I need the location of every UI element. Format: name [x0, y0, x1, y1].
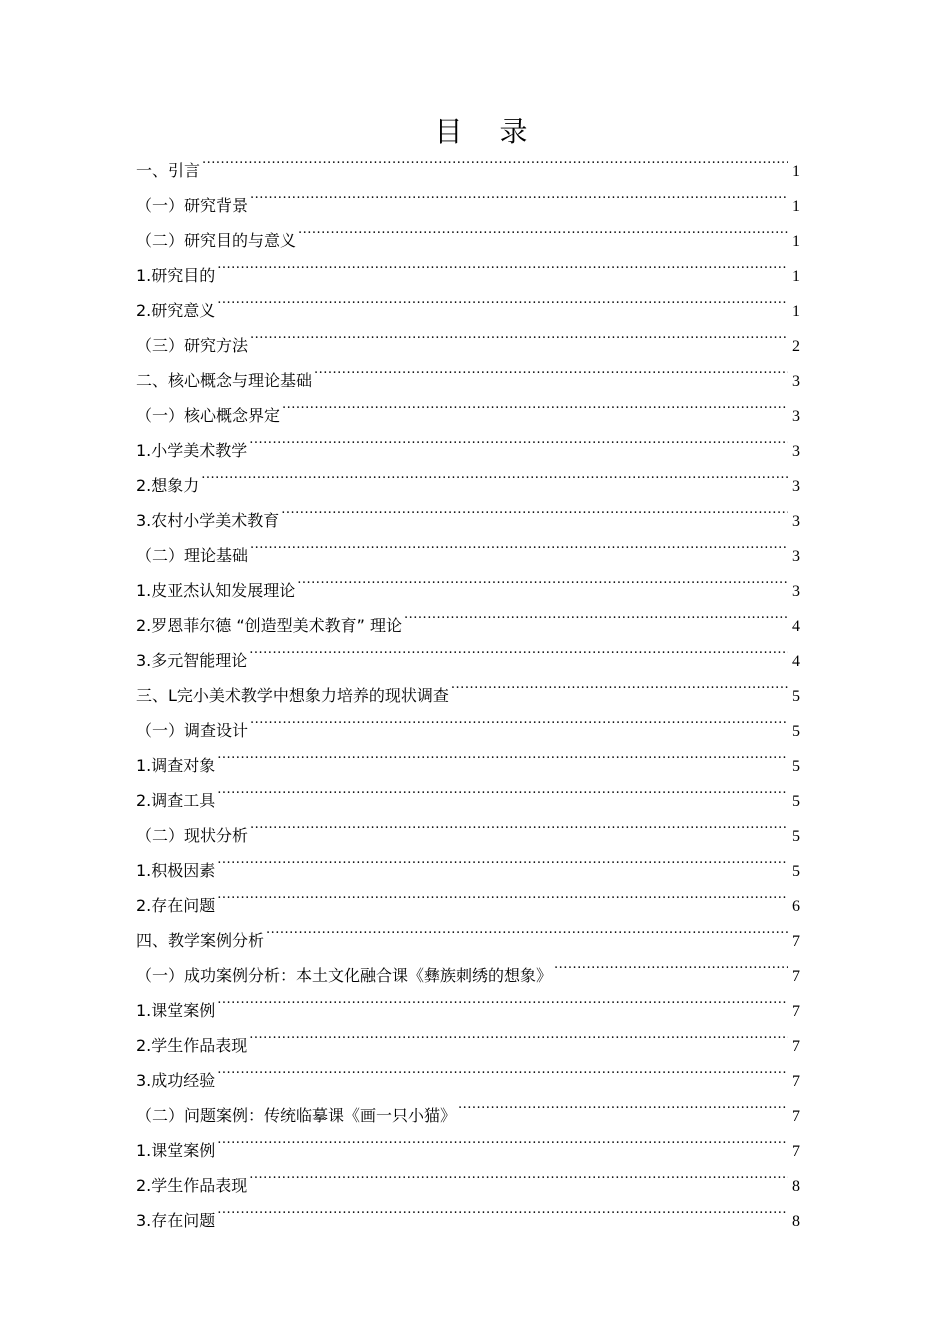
toc-entry-label: （二）问题案例：传统临摹课《画一只小猫》 — [136, 1106, 457, 1125]
toc-entry[interactable] — [136, 1191, 800, 1230]
toc-leader-dots — [201, 456, 788, 491]
toc-entry-label: 1.研究目的 — [136, 266, 216, 285]
toc-leader-dots — [217, 736, 788, 771]
toc-entry-page-number: 3 — [792, 478, 800, 495]
toc-leader-dots — [217, 771, 788, 806]
page-title: 目 录 — [434, 115, 542, 148]
toc-entry[interactable] — [136, 911, 800, 950]
toc-entry[interactable] — [136, 246, 800, 285]
toc-entry[interactable] — [136, 1156, 800, 1195]
toc-entry-label: 2.研究意义 — [136, 301, 216, 320]
toc-entry-page-number: 5 — [792, 688, 800, 705]
toc-entry[interactable] — [136, 1016, 800, 1055]
toc-entry-label: 2.存在问题 — [136, 896, 216, 915]
toc-entry-page-number: 2 — [792, 338, 800, 355]
toc-entry-label: 1.调查对象 — [136, 756, 216, 775]
toc-leader-dots — [202, 141, 788, 176]
toc-entry-page-number: 1 — [792, 268, 800, 285]
toc-entry-label: 3.农村小学美术教育 — [136, 511, 280, 530]
toc-leader-dots — [458, 1086, 788, 1121]
toc-entry-label: 3.多元智能理论 — [136, 651, 248, 670]
toc-entry-page-number: 5 — [792, 863, 800, 880]
toc-entry-page-number: 1 — [792, 233, 800, 250]
toc-entry[interactable] — [136, 491, 800, 530]
toc-leader-dots — [554, 946, 788, 981]
toc-entry[interactable] — [136, 806, 800, 845]
toc-entry-page-number: 4 — [792, 618, 800, 635]
toc-entry[interactable] — [136, 176, 800, 215]
toc-entry-page-number: 7 — [792, 968, 800, 985]
toc-leader-dots — [250, 806, 788, 841]
toc-entry[interactable] — [136, 1086, 800, 1125]
toc-leader-dots — [217, 876, 788, 911]
toc-entry-label: （二）研究目的与意义 — [136, 231, 297, 250]
toc-entry-label: 一、引言 — [136, 161, 201, 180]
toc-entry-page-number: 3 — [792, 443, 800, 460]
toc-entry-page-number: 1 — [792, 303, 800, 320]
toc-entry-label: （一）成功案例分析：本土文化融合课《彝族刺绣的想象》 — [136, 966, 553, 985]
toc-leader-dots — [217, 246, 788, 281]
toc-entry-page-number: 3 — [792, 583, 800, 600]
toc-leader-dots — [249, 1016, 788, 1051]
toc-entry-page-number: 3 — [792, 373, 800, 390]
toc-leader-dots — [217, 281, 788, 316]
toc-leader-dots — [249, 421, 788, 456]
toc-leader-dots — [217, 841, 788, 876]
toc-entry-page-number: 3 — [792, 513, 800, 530]
toc-entry-page-number: 3 — [792, 548, 800, 565]
toc-leader-dots — [217, 1051, 788, 1086]
toc-entry-page-number: 4 — [792, 653, 800, 670]
toc-leader-dots — [250, 176, 788, 211]
toc-entry-label: 2.罗恩菲尔德 “创造型美术教育” 理论 — [136, 616, 403, 635]
toc-entry-page-number: 7 — [792, 1003, 800, 1020]
toc-entry-label: （一）核心概念界定 — [136, 406, 281, 425]
toc-leader-dots — [250, 701, 788, 736]
toc-entry[interactable] — [136, 1121, 800, 1160]
toc-leader-dots — [217, 1121, 788, 1156]
toc-entry[interactable] — [136, 736, 800, 775]
toc-entry-label: 四、教学案例分析 — [136, 931, 265, 950]
toc-entry-label: （一）研究背景 — [136, 196, 249, 215]
toc-leader-dots — [250, 316, 788, 351]
toc-entry[interactable] — [136, 141, 800, 180]
toc-entry-label: 1.积极因素 — [136, 861, 216, 880]
toc-entry[interactable] — [136, 281, 800, 320]
toc-entry-label: 2.调查工具 — [136, 791, 216, 810]
toc-entry-page-number: 7 — [792, 1143, 800, 1160]
toc-leader-dots — [404, 596, 788, 631]
toc-entry[interactable] — [136, 1051, 800, 1090]
toc-entry-page-number: 5 — [792, 828, 800, 845]
toc-entry[interactable] — [136, 316, 800, 355]
toc-entry[interactable] — [136, 456, 800, 495]
toc-entry[interactable] — [136, 771, 800, 810]
toc-leader-dots — [298, 211, 788, 246]
toc-leader-dots — [281, 491, 788, 526]
toc-entry[interactable] — [136, 876, 800, 915]
toc-leader-dots — [250, 526, 788, 561]
toc-entry[interactable] — [136, 981, 800, 1020]
toc-leader-dots — [266, 911, 788, 946]
toc-leader-dots — [217, 1191, 788, 1226]
toc-entry-label: 1.课堂案例 — [136, 1001, 216, 1020]
toc-leader-dots — [297, 561, 788, 596]
toc-entry-label: 3.存在问题 — [136, 1211, 216, 1230]
toc-entry-label: 3.成功经验 — [136, 1071, 216, 1090]
toc-entry-page-number: 1 — [792, 163, 800, 180]
toc-leader-dots — [314, 351, 788, 386]
toc-entry-page-number: 1 — [792, 198, 800, 215]
toc-entry-label: 2.想象力 — [136, 476, 200, 495]
toc-entry-page-number: 3 — [792, 408, 800, 425]
toc-entry-page-number: 8 — [792, 1178, 800, 1195]
toc-entry-page-number: 5 — [792, 723, 800, 740]
toc-leader-dots — [282, 386, 788, 421]
table-of-contents — [136, 141, 800, 1230]
toc-entry-page-number: 7 — [792, 1038, 800, 1055]
toc-entry-page-number: 7 — [792, 1108, 800, 1125]
toc-leader-dots — [217, 981, 788, 1016]
toc-entry-label: 2.学生作品表现 — [136, 1036, 248, 1055]
toc-entry-label: 1.小学美术教学 — [136, 441, 248, 460]
toc-entry-label: 1.课堂案例 — [136, 1141, 216, 1160]
toc-entry-page-number: 6 — [792, 898, 800, 915]
toc-entry-label: （三）研究方法 — [136, 336, 249, 355]
toc-leader-dots — [249, 631, 788, 666]
toc-entry-page-number: 5 — [792, 758, 800, 775]
toc-entry-label: （一）调查设计 — [136, 721, 249, 740]
toc-entry-label: 三、L完小美术教学中想象力培养的现状调查 — [136, 686, 449, 705]
toc-entry-label: （二）现状分析 — [136, 826, 249, 845]
toc-entry-label: 二、核心概念与理论基础 — [136, 371, 313, 390]
toc-entry[interactable] — [136, 841, 800, 880]
toc-leader-dots — [249, 1156, 788, 1191]
toc-entry-page-number: 7 — [792, 1073, 800, 1090]
toc-entry-page-number: 5 — [792, 793, 800, 810]
toc-leader-dots — [451, 666, 788, 701]
toc-entry-page-number: 7 — [792, 933, 800, 950]
toc-entry-page-number: 8 — [792, 1213, 800, 1230]
toc-entry-label: 1.皮亚杰认知发展理论 — [136, 581, 296, 600]
toc-entry-label: 2.学生作品表现 — [136, 1176, 248, 1195]
toc-entry-label: （二）理论基础 — [136, 546, 249, 565]
